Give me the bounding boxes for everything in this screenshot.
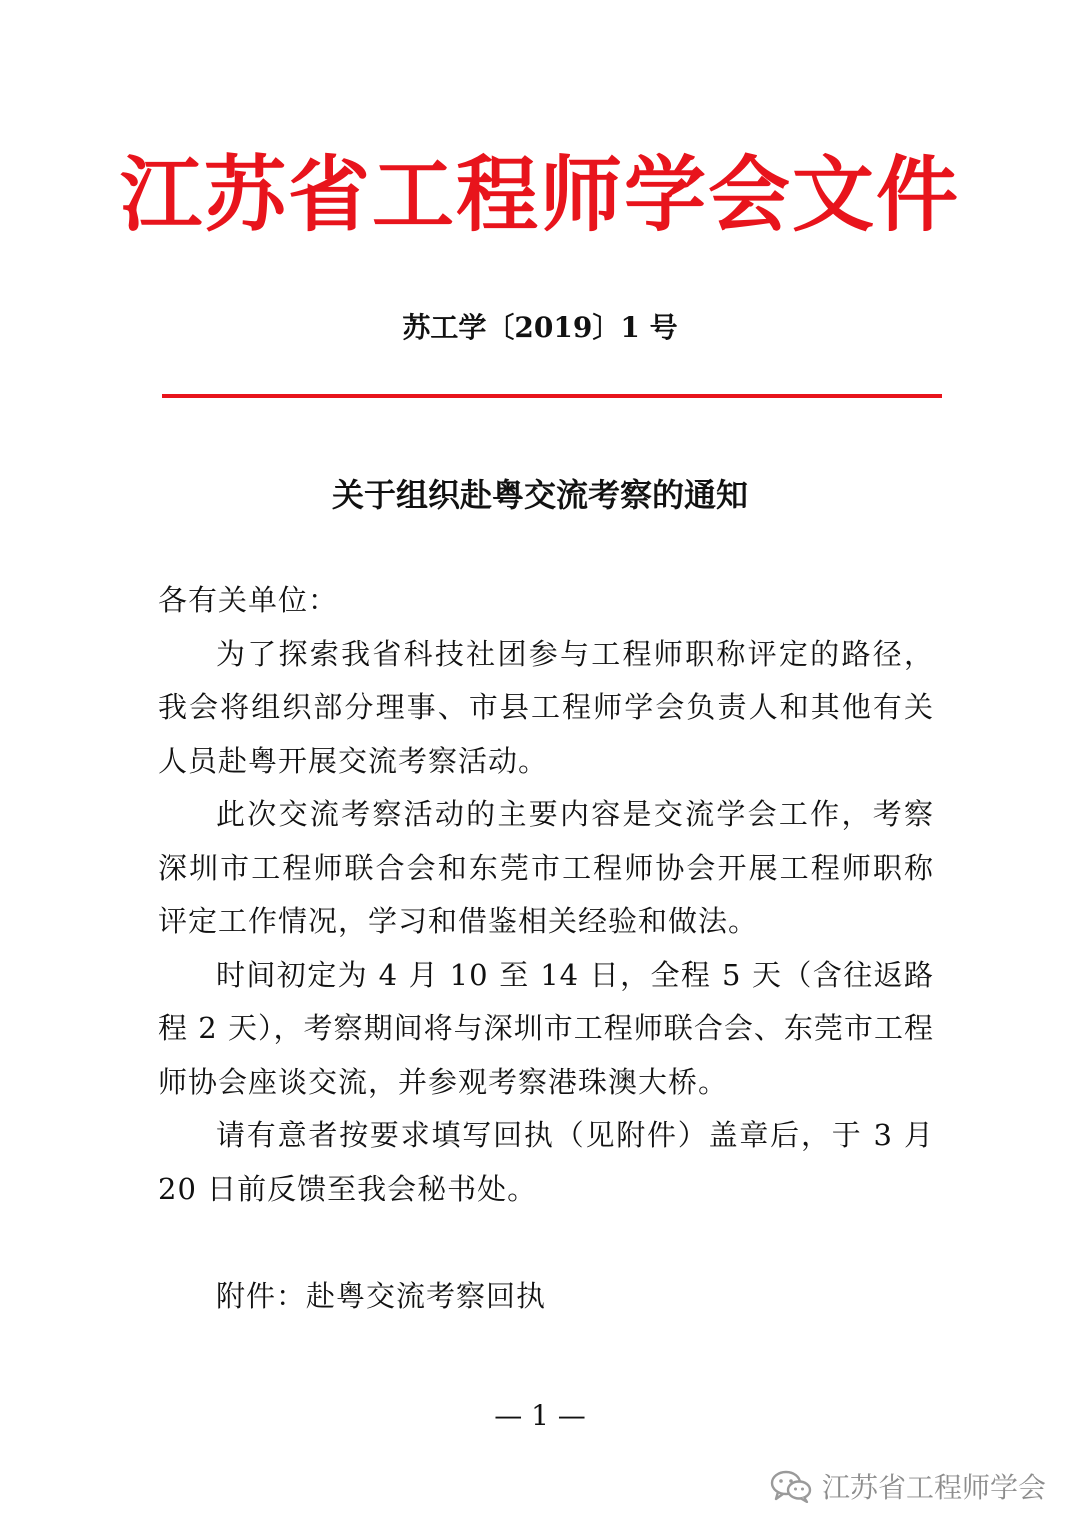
wechat-watermark bbox=[770, 1466, 1046, 1506]
wechat-icon bbox=[770, 1469, 812, 1503]
paragraph-1: 为了探索我省科技社团参与工程师职称评定的路径，我会将组织部分理事、市县工程师学会负责人和其他有关人员赴粤开展交流考察活动。 bbox=[158, 636, 934, 778]
attachment-line: 附件：赴粤交流考察回执 bbox=[216, 1278, 547, 1313]
salutation: 各有关单位： bbox=[158, 583, 339, 617]
paragraph-2: 此次交流考察活动的主要内容是交流学会工作，考察深圳市工程师联合会和东莞市工程师协会开展工程师职称评定工作情况，学习和借鉴相关经验和做法。 bbox=[158, 797, 934, 938]
paragraph-4: 请有意者按要求填写回执（见附件）盖章后，于 3 月 20 日前反馈至我会秘书处。 bbox=[158, 1118, 934, 1206]
paragraph-3: 时间初定为 4 月 10 至 14 日，全程 5 天（含往返路程 2 天），考察期间将与深圳市工程师联合会、东莞市工程师协会座谈交流，并参观考察港珠澳大桥。 bbox=[158, 957, 934, 1099]
watermark-text: 江苏省工程师学会 bbox=[821, 1471, 1046, 1504]
notice-title: 关于组织赴粤交流考察的通知 bbox=[331, 476, 748, 514]
notice-body bbox=[158, 574, 934, 1323]
document-number: 苏工学〔2019〕1 号 bbox=[402, 311, 678, 344]
document-header-title: 江苏省工程师学会文件 bbox=[119, 147, 960, 243]
page-number: — 1 — bbox=[494, 1399, 586, 1432]
header-divider bbox=[162, 394, 942, 398]
